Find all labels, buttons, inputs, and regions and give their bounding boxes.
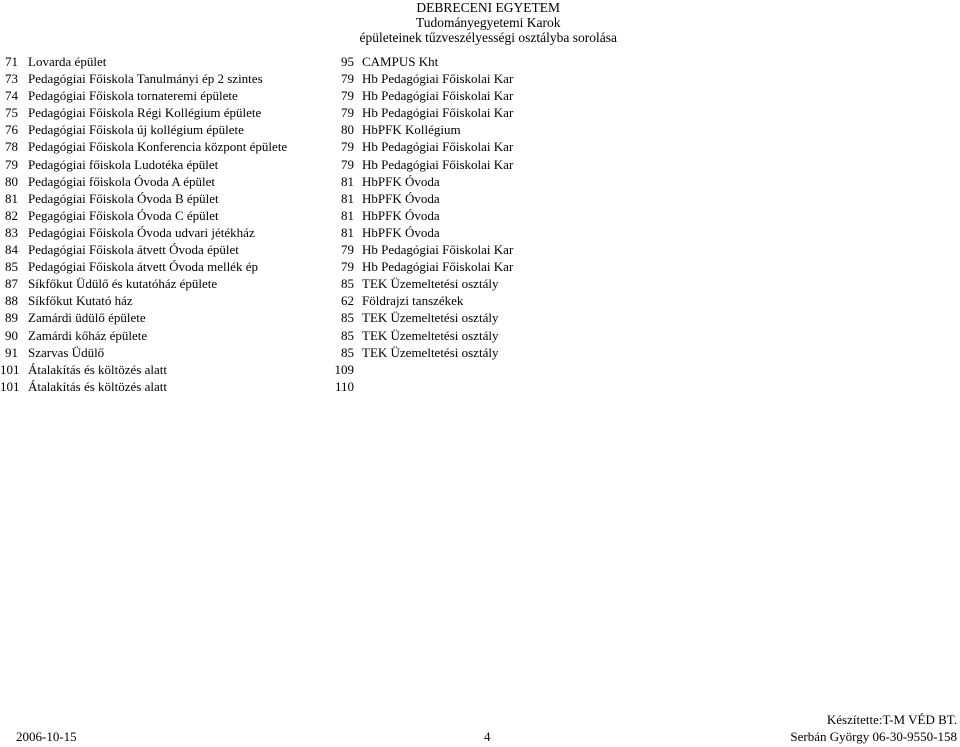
building-owner: TEK Üzemeltetési osztály [362, 344, 499, 360]
building-name: Pegagógiai Főiskola Óvoda C épület [28, 207, 219, 223]
table-row [0, 190, 620, 207]
building-name: Síkfőkut Üdülő és kutatóház épülete [28, 276, 218, 292]
building-code: 73 [5, 71, 18, 87]
table-row [0, 138, 620, 155]
building-code: 71 [5, 54, 18, 69]
building-code: 89 [5, 310, 18, 326]
building-name: Pedagógiai főiskola Ludotéka épület [28, 156, 219, 172]
table-row [0, 258, 620, 275]
building-code: 83 [5, 224, 18, 240]
class-number: 79 [341, 105, 354, 121]
class-number: 110 [334, 378, 354, 394]
building-owner: TEK Üzemeltetési osztály [362, 276, 499, 292]
table-row [0, 327, 620, 344]
header-subtitle: épületeinek tűzveszélyességi osztályba sorolása [359, 30, 617, 45]
building-code: 80 [5, 173, 18, 189]
table-row [0, 344, 620, 361]
class-number: 79 [341, 139, 354, 155]
class-number: 81 [341, 173, 354, 189]
building-code: 85 [5, 259, 18, 275]
building-owner: Hb Pedagógiai Főiskolai Kar [362, 242, 514, 258]
table-row [0, 87, 620, 104]
building-name: Lovarda épület [28, 54, 107, 69]
building-owner: Hb Pedagógiai Főiskolai Kar [362, 105, 514, 121]
building-owner: TEK Üzemeltetési osztály [362, 310, 499, 326]
table-row [0, 207, 620, 224]
building-name: Pedagógiai Főiskola új kollégium épülete [28, 122, 244, 138]
building-owner: HbPFK Óvoda [362, 173, 440, 189]
building-code: 81 [5, 190, 18, 206]
building-owner: Hb Pedagógiai Főiskolai Kar [362, 156, 514, 172]
footer-contact: Serbán György 06-30-9550-158 [790, 729, 957, 744]
building-name: Pedagógiai Főiskola Óvoda B épület [28, 190, 219, 206]
building-code: 75 [5, 105, 18, 121]
building-name: Átalakítás és költözés alatt [28, 361, 167, 377]
class-number: 80 [341, 122, 354, 138]
building-table [0, 53, 620, 395]
class-number: 81 [341, 207, 354, 223]
footer-date: 2006-10-15 [16, 729, 77, 744]
table-row [0, 224, 620, 241]
table-row [0, 241, 620, 258]
building-owner: HbPFK Óvoda [362, 224, 440, 240]
footer-made-by: Készítette:T-M VÉD BT. [826, 712, 957, 727]
building-code: 91 [5, 344, 18, 360]
building-code: 76 [5, 122, 18, 138]
building-owner: Hb Pedagógiai Főiskolai Kar [362, 88, 514, 104]
table-row [0, 70, 620, 87]
building-name: Síkfőkut Kutató ház [28, 293, 133, 309]
class-number: 85 [341, 327, 354, 343]
building-name: Zamárdi üdülő épülete [28, 310, 146, 326]
class-number: 81 [341, 190, 354, 206]
building-owner: Földrajzi tanszékek [362, 293, 464, 309]
building-code: 87 [5, 276, 18, 292]
table-row [0, 104, 620, 121]
building-name: Átalakítás és költözés alatt [28, 378, 167, 394]
building-code: 78 [5, 139, 18, 155]
building-owner: HbPFK Óvoda [362, 190, 440, 206]
class-number: 79 [341, 156, 354, 172]
header-faculties: Tudományegyetemi Karok [415, 15, 561, 30]
building-owner: TEK Üzemeltetési osztály [362, 327, 499, 343]
building-owner: Hb Pedagógiai Főiskolai Kar [362, 71, 514, 87]
document-header [359, 0, 617, 45]
building-code: 101 [0, 361, 20, 377]
building-owner: Hb Pedagógiai Főiskolai Kar [362, 259, 514, 275]
building-name: Pedagógiai Főiskola Óvoda udvari jétékház [28, 224, 255, 240]
building-name: Pedagógiai Főiskola Tanulmányi ép 2 szintes [28, 71, 263, 87]
table-row [0, 156, 620, 173]
class-number: 79 [341, 88, 354, 104]
building-code: 79 [5, 156, 18, 172]
page-number: 4 [484, 729, 491, 744]
building-owner: Hb Pedagógiai Főiskolai Kar [362, 139, 514, 155]
class-number: 62 [341, 293, 354, 309]
class-number: 79 [341, 71, 354, 87]
building-code: 84 [5, 242, 18, 258]
header-university: DEBRECENI EGYETEM [416, 0, 561, 15]
building-code: 90 [5, 327, 18, 343]
class-number: 79 [341, 259, 354, 275]
building-name: Pedagógiai Főiskola Régi Kollégium épülete [28, 105, 262, 121]
building-code: 101 [0, 378, 20, 394]
building-name: Pedagógiai Főiskola tornateremi épülete [28, 88, 238, 104]
building-owner: HbPFK Óvoda [362, 207, 440, 223]
class-number: 85 [341, 310, 354, 326]
table-row [0, 173, 620, 190]
building-code: 88 [5, 293, 18, 309]
table-row [0, 309, 620, 326]
table-row [0, 275, 620, 292]
building-code: 74 [5, 88, 18, 104]
building-owner: CAMPUS Kht [362, 54, 439, 69]
building-name: Pedagógiai főiskola Óvoda A épület [28, 173, 216, 189]
building-name: Pedagógiai Főiskola átvett Óvoda épület [28, 242, 239, 258]
building-owner: HbPFK Kollégium [362, 122, 461, 138]
table-row [0, 53, 620, 70]
table-row [0, 361, 620, 378]
building-code: 82 [5, 207, 18, 223]
class-number: 109 [334, 361, 354, 377]
table-row [0, 121, 620, 138]
table-row [0, 378, 620, 395]
class-number: 81 [341, 224, 354, 240]
class-number: 85 [341, 344, 354, 360]
table-row [0, 292, 620, 309]
building-name: Pedagógiai Főiskola átvett Óvoda mellék ép [28, 259, 258, 275]
building-name: Szarvas Üdülő [28, 344, 105, 360]
building-name: Pedagógiai Főiskola Konferencia központ épülete [28, 139, 288, 155]
building-name: Zamárdi kőház épülete [28, 327, 148, 343]
class-number: 85 [341, 276, 354, 292]
class-number: 79 [341, 242, 354, 258]
class-number: 95 [341, 54, 354, 69]
